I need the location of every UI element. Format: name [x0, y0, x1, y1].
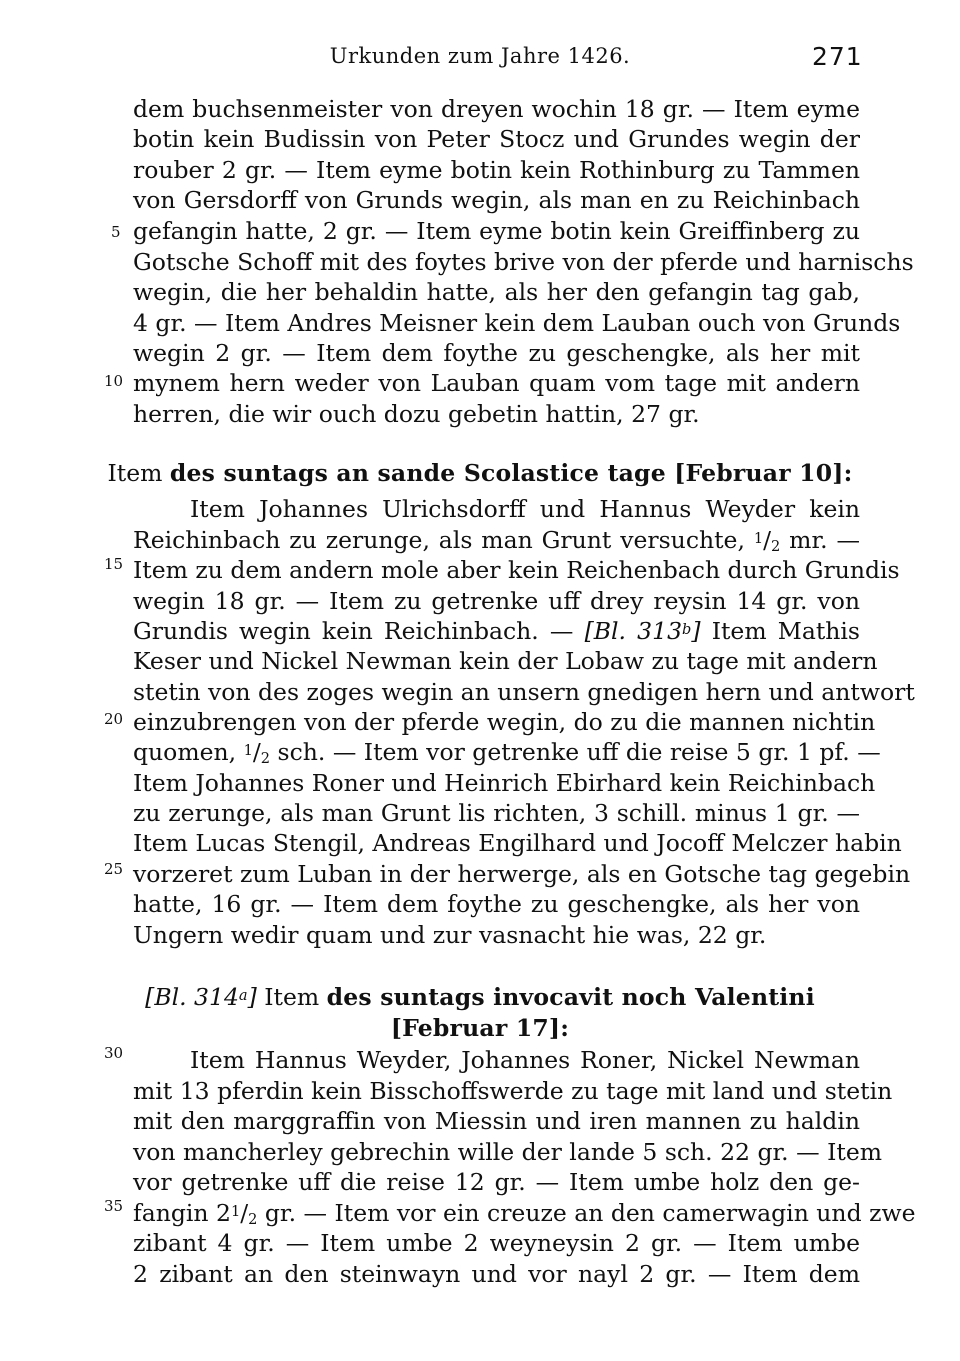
text-line: Item Johannes Ulrichsdorff und Hannus Weyder kein	[190, 495, 860, 523]
fraction: $^1/_2$	[753, 526, 781, 555]
text-line	[133, 737, 881, 767]
folio-ref-close: ]	[247, 983, 257, 1011]
heading-date: [Februar 10]:	[665, 459, 853, 487]
line-number: 10	[104, 372, 124, 390]
text-segment: sch. — Item vor getrenke uff die reise 5 gr. 1 pf. —	[270, 738, 881, 766]
folio-ref-side: b	[682, 620, 692, 638]
text-segment: fangin 2	[133, 1199, 231, 1227]
text-line: Gotsche Schoff mit des foytes brive von der pferde und harnischs	[133, 248, 914, 276]
line-number: 15	[104, 555, 124, 573]
text-line	[133, 616, 860, 646]
running-title: Urkunden zum Jahre 1426.	[329, 44, 631, 68]
heading-bold-text: des suntags invocavit noch Valentini	[326, 983, 815, 1011]
text-line: einzubrengen von der pferde wegin, do zu die mannen nichtin	[133, 708, 876, 736]
text-line: zu zerunge, als man Grunt lis richten, 3 schill. minus 1 gr. —	[133, 799, 860, 827]
heading-prefix: Item	[256, 983, 327, 1011]
text-segment: mr. —	[780, 526, 860, 554]
text-line: wegin 18 gr. — Item zu getrenke uff drey reysin 14 gr. von	[133, 587, 860, 615]
text-line: Keser und Nickel Newman kein der Lobaw zu tage mit andern	[133, 647, 878, 675]
text-line: dem buchsenmeister von dreyen wochin 18 gr. — Item eyme	[133, 95, 860, 123]
text-line: 2 zibant an den steinwayn und vor nayl 2 gr. — Item dem	[133, 1260, 860, 1288]
text-segment: Grundis wegin kein Reichinbach. —	[133, 617, 585, 645]
text-line: Item Lucas Stengil, Andreas Engilhard und Jocoff Melczer habin	[133, 829, 902, 857]
text-segment: Reichinbach zu zerunge, als man Grunt versuchte,	[133, 526, 745, 554]
heading-prefix: Item	[107, 459, 170, 487]
text-line: vor getrenke uff die reise 12 gr. — Item umbe holz den ge-	[133, 1168, 860, 1196]
heading-bold-text: des suntags an sande Scolastice tage	[169, 459, 666, 487]
folio-reference	[585, 617, 701, 645]
text-line: mynem hern weder von Lauban quam vom tage mit andern	[133, 369, 860, 397]
text-line: zibant 4 gr. — Item umbe 2 weyneysin 2 gr. — Item umbe	[133, 1229, 860, 1257]
text-line: von Gersdorff von Grunds wegin, als man en zu Reichinbach	[133, 186, 860, 214]
line-number: 5	[111, 223, 121, 241]
fraction-numerator: 1	[230, 1202, 241, 1220]
text-segment: quomen,	[133, 738, 244, 766]
fraction-numerator: 1	[243, 741, 253, 759]
text-line: Item zu dem andern mole aber kein Reichenbach durch Grundis	[133, 556, 900, 584]
line-number: 30	[104, 1044, 124, 1062]
folio-ref-text: [Bl. 313	[584, 617, 683, 645]
folio-ref-side: a	[238, 986, 248, 1004]
fraction-denominator: 2	[260, 749, 271, 767]
folio-reference	[145, 983, 257, 1011]
text-line: Item Hannus Weyder, Johannes Roner, Nickel Newman	[190, 1046, 860, 1074]
text-line: rouber 2 gr. — Item eyme botin kein Rothinburg zu Tammen	[133, 156, 860, 184]
line-number: 20	[104, 710, 124, 728]
line-number: 35	[104, 1197, 124, 1215]
text-segment: Item Mathis	[700, 617, 860, 645]
text-line: gefangin hatte, 2 gr. — Item eyme botin kein Greiffinberg zu	[133, 217, 860, 245]
text-line: hatte, 16 gr. — Item dem foythe zu geschengke, als her von	[133, 890, 860, 918]
text-line: 4 gr. — Item Andres Meisner kein dem Lauban ouch von Grunds	[133, 309, 901, 337]
text-line: von mancherley gebrechin wille der lande 5 sch. 22 gr. — Item	[133, 1138, 883, 1166]
text-line: stetin von des zoges wegin an unsern gnedigen hern und antwort	[133, 678, 915, 706]
fraction: $^1/_2$	[243, 738, 271, 767]
section-heading-2	[0, 981, 960, 1013]
section-heading-2-date: [Februar 17]:	[390, 1014, 570, 1042]
text-line	[133, 525, 860, 555]
fraction-denominator: 2	[771, 537, 781, 555]
fraction-denominator: 2	[248, 1210, 258, 1228]
folio-ref-close: ]	[691, 617, 701, 645]
fraction-numerator: 1	[753, 529, 764, 547]
text-line: vorzeret zum Luban in der herwerge, als en Gotsche tag gegebin	[133, 860, 911, 888]
text-line: Item Johannes Roner und Heinrich Ebirhard kein Reichinbach	[133, 769, 876, 797]
page-number: 271	[812, 42, 863, 71]
text-line: Ungern wedir quam und zur vasnacht hie was, 22 gr.	[133, 921, 767, 949]
text-line: wegin, die her behaldin hatte, als her den gefangin tag gab,	[133, 278, 860, 306]
fraction: $^1/_2$	[230, 1199, 258, 1228]
text-line: herren, die wir ouch dozu gebetin hattin, 27 gr.	[133, 400, 700, 428]
text-line	[133, 1198, 916, 1228]
text-line: mit 13 pferdin kein Bisschoffswerde zu tage mit land und stetin	[133, 1077, 893, 1105]
section-heading-1	[0, 457, 960, 489]
text-line: mit den marggraffin von Miessin und iren mannen zu haldin	[133, 1107, 860, 1135]
text-segment: gr. — Item vor ein creuze an den camerwagin und zwe	[257, 1199, 916, 1227]
folio-ref-text: [Bl. 314	[145, 983, 239, 1011]
text-line: botin kein Budissin von Peter Stocz und Grundes wegin der	[133, 125, 860, 153]
text-line: wegin 2 gr. — Item dem foythe zu geschengke, als her mit	[133, 339, 860, 367]
line-number: 25	[104, 860, 124, 878]
